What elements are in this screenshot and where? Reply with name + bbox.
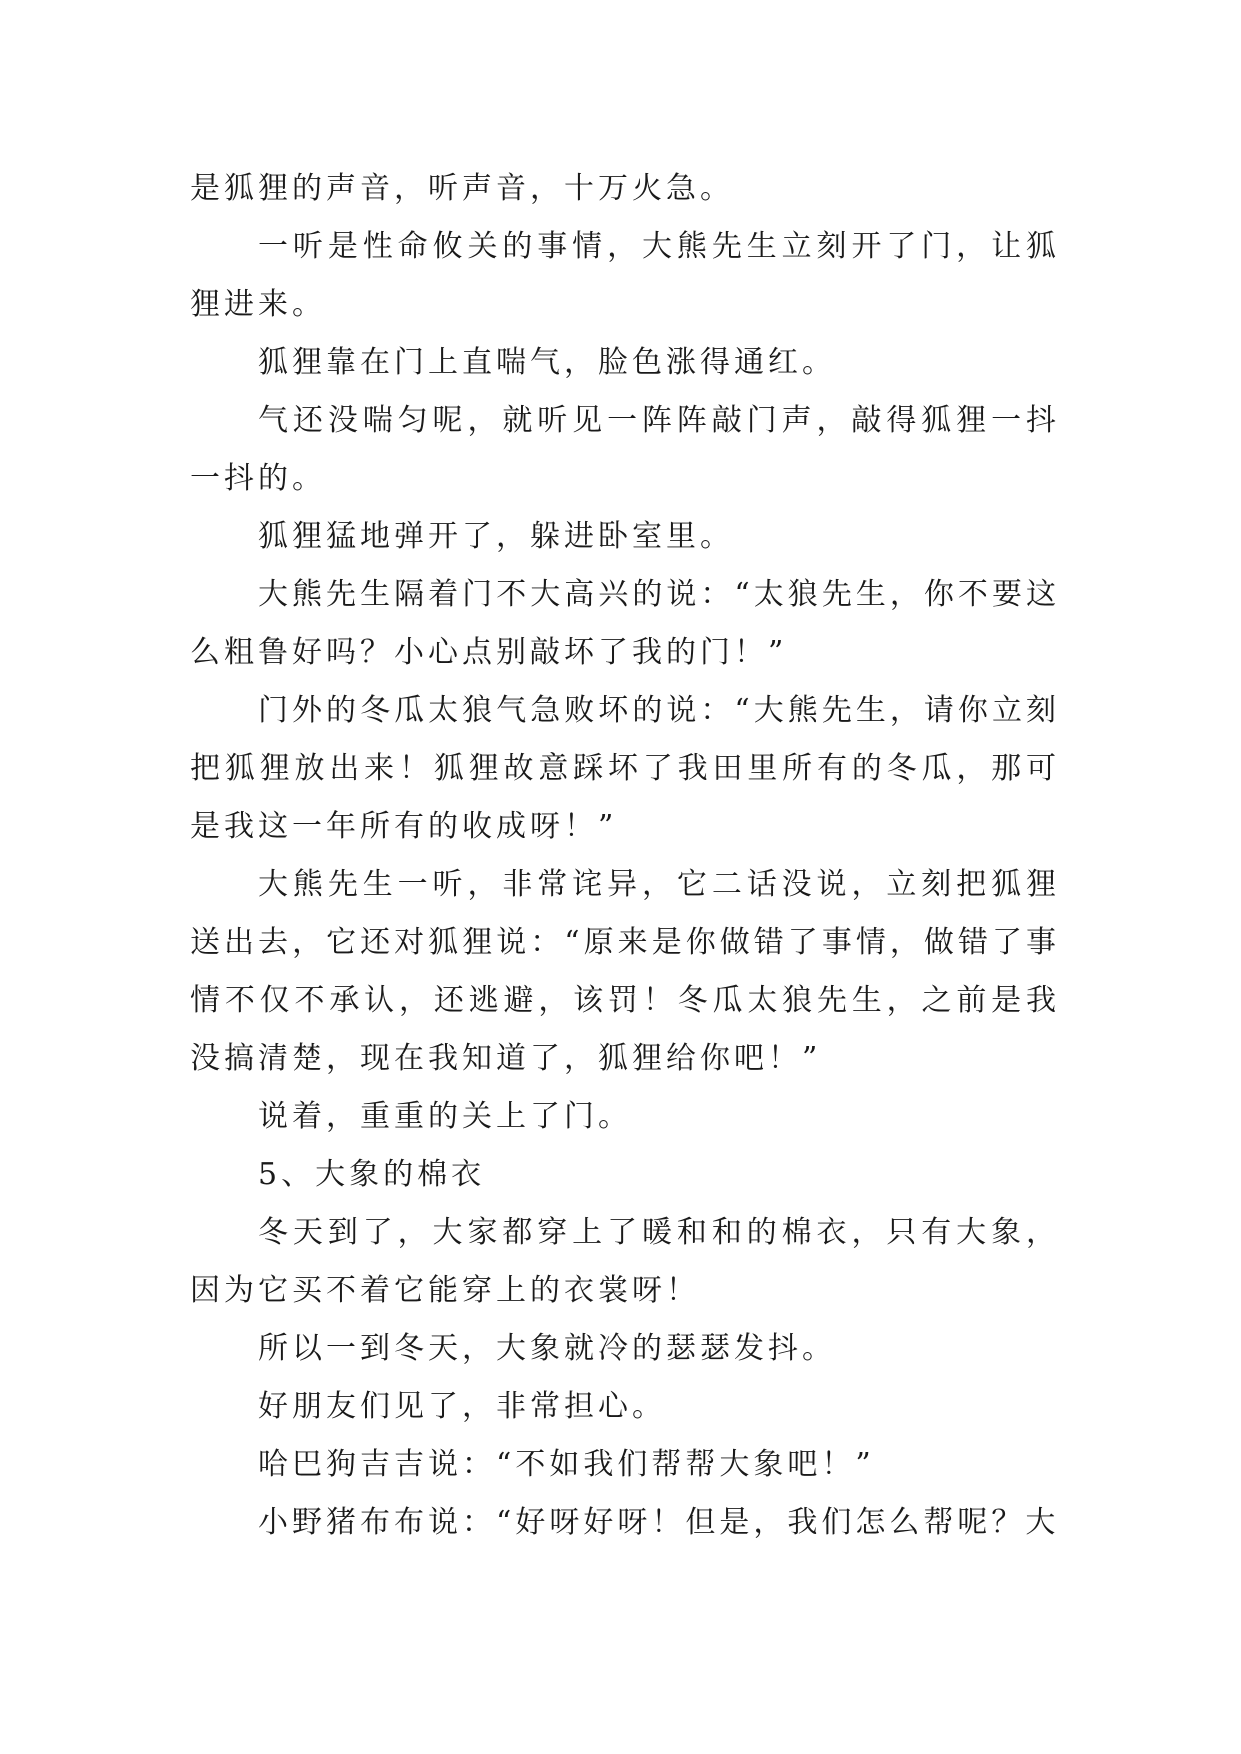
paragraph: 狐狸靠在门上直喘气，脸色涨得通红。 [258, 345, 836, 380]
paragraph: 一听是性命攸关的事情，大熊先生立刻开了门，让狐狸进来。 [190, 229, 1060, 322]
paragraph: 冬天到了，大家都穿上了暖和和的棉衣，只有大象，因为它买不着它能穿上的衣裳呀！ [190, 1215, 1060, 1308]
paragraph: 大熊先生隔着门不大高兴的说：“太狼先生，你不要这么粗鲁好吗？小心点别敲坏了我的门！” [190, 577, 1060, 670]
body-text [190, 160, 1060, 1552]
paragraph: 说着，重重的关上了门。 [258, 1099, 632, 1134]
paragraph: 好朋友们见了，非常担心。 [258, 1389, 666, 1424]
paragraph: 气还没喘匀呢，就听见一阵阵敲门声，敲得狐狸一抖一抖的。 [190, 403, 1060, 496]
paragraph: 所以一到冬天，大象就冷的瑟瑟发抖。 [258, 1331, 836, 1366]
paragraph: 狐狸猛地弹开了，躲进卧室里。 [258, 519, 734, 554]
paragraph: 大熊先生一听，非常诧异，它二话没说，立刻把狐狸送出去，它还对狐狸说：“原来是你做错了事情，做错了事情不仅不承认，还逃避，该罚！冬瓜太狼先生，之前是我没搞清楚，现在我知道了，狐狸给你吧！” [190, 867, 1060, 1076]
paragraph: 门外的冬瓜太狼气急败坏的说：“大熊先生，请你立刻把狐狸放出来！狐狸故意踩坏了我田里所有的冬瓜，那可是我这一年所有的收成呀！” [190, 693, 1060, 844]
paragraph: 哈巴狗吉吉说：“不如我们帮帮大象吧！” [258, 1447, 875, 1482]
paragraph: 是狐狸的声音，听声音，十万火急。 [190, 171, 734, 206]
paragraph: 小野猪布布说：“好呀好呀！但是，我们怎么帮呢？大 [258, 1505, 1060, 1540]
section-heading: 5、大象的棉衣 [258, 1157, 486, 1192]
